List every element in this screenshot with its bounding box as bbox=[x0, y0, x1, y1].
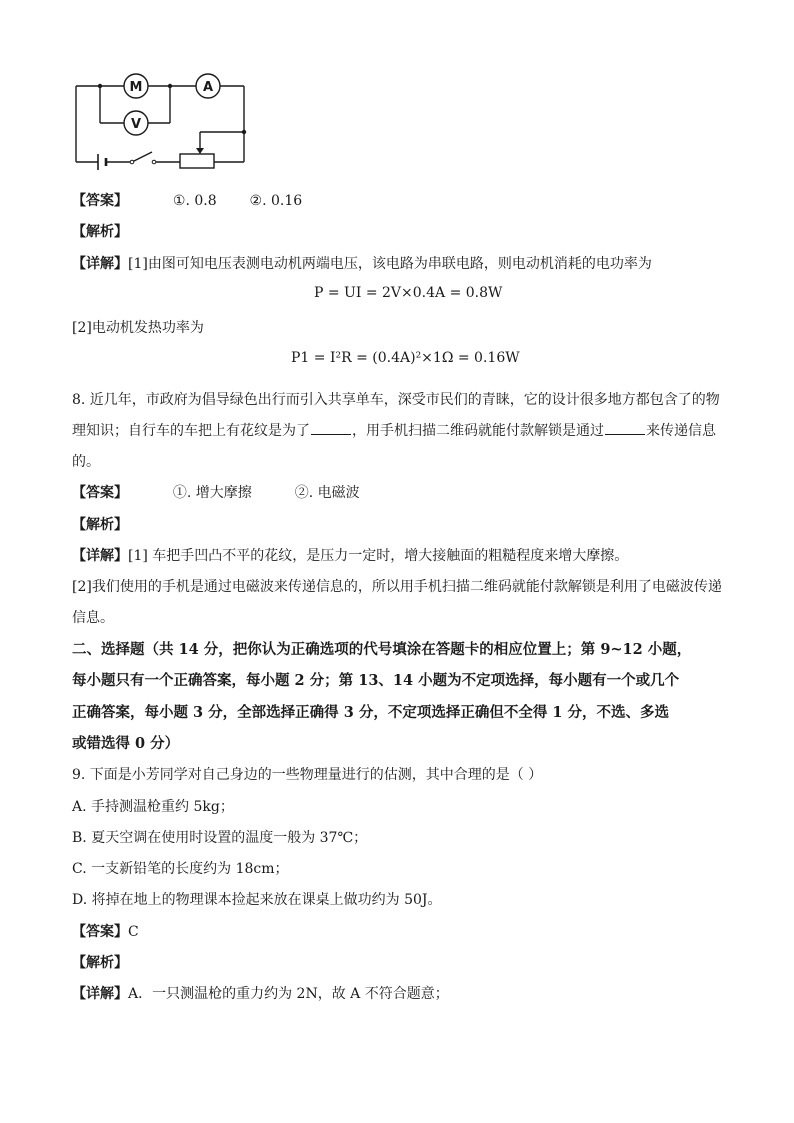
q7-analysis-tag: 【解析】 bbox=[72, 224, 128, 240]
q8-detail-2b: 信息。 bbox=[72, 610, 114, 626]
circuit-diagram bbox=[70, 66, 255, 176]
q8-detail-2a: [2]我们使用的手机是通过电磁波来传递信息的，所以用手机扫描二维码就能付款解锁是利用了电磁波传递 bbox=[72, 579, 722, 595]
answer-tag: 【答案】 bbox=[72, 193, 128, 209]
q7-answer-line bbox=[72, 191, 302, 211]
answer-tag: 【答案】 bbox=[72, 924, 128, 940]
answer-1: . 增大摩擦 bbox=[186, 485, 252, 501]
answer-tag: 【答案】 bbox=[72, 485, 128, 501]
q7-detail-2: [2]电动机发热功率为 bbox=[72, 320, 204, 336]
section2-line-4: 或错选得 0 分） bbox=[72, 735, 180, 752]
answer-blank-2 bbox=[605, 422, 645, 435]
q8-analysis-tag: 【解析】 bbox=[72, 517, 128, 533]
answer-1-marker: ① bbox=[172, 485, 187, 501]
answer-2-marker: ② bbox=[249, 193, 263, 209]
q9-analysis-tag: 【解析】 bbox=[72, 955, 128, 971]
q7-detail-1 bbox=[72, 254, 652, 274]
detail-tag: 【详解】 bbox=[72, 548, 128, 564]
q8-detail-1 bbox=[72, 546, 628, 566]
answer-blank-1 bbox=[311, 422, 351, 435]
q7-formula-2: P1 = I²R = (0.4A)²×1Ω = 0.16W bbox=[291, 350, 520, 366]
answer-2-marker: ② bbox=[294, 485, 309, 501]
q8-stem-2 bbox=[72, 421, 716, 441]
q8-stem-3: 的。 bbox=[72, 454, 100, 470]
section2-line-3: 正确答案，每小题 3 分，全部选择正确得 3 分，不定项选择正确但不全得 1 分，不选、多选 bbox=[72, 704, 670, 721]
q9-option-b: B. 夏天空调在使用时设置的温度一般为 37℃； bbox=[72, 830, 368, 846]
q9-detail-1-text: A．一只测温枪的重力约为 2N，故 A 不符合题意； bbox=[128, 986, 449, 1002]
q8-stem-1: 8. 近几年，市政府为倡导绿色出行而引入共享单车，深受市民们的青睐，它的设计很多地方都包含了的物 bbox=[72, 392, 720, 408]
q8-stem-2a: 理知识；自行车的车把上有花纹是为了 bbox=[72, 423, 310, 439]
detail-tag: 【详解】 bbox=[72, 986, 128, 1002]
detail-tag: 【详解】 bbox=[72, 256, 128, 272]
q7-detail-1-text: [1]由图可知电压表测电动机两端电压，该电路为串联电路，则电动机消耗的电功率为 bbox=[128, 256, 652, 272]
q7-formula-1: P = UI = 2V×0.4A = 0.8W bbox=[314, 285, 503, 301]
q9-stem: 9. 下面是小芳同学对自己身边的一些物理量进行的估测，其中合理的是（ ） bbox=[72, 767, 543, 783]
q9-option-c: C. 一支新铅笔的长度约为 18cm； bbox=[72, 861, 289, 877]
answer-2: . 0.16 bbox=[262, 193, 303, 209]
section2-line-1: 二、选择题（共 14 分，把你认为正确选项的代号填涂在答题卡的相应位置上；第 9~12 小题， bbox=[72, 641, 692, 658]
q8-answer-line bbox=[72, 483, 360, 503]
answer-1: . 0.8 bbox=[185, 193, 217, 209]
section2-line-2: 每小题只有一个正确答案，每小题 2 分；第 13、14 小题为不定项选择，每小题有一个或几个 bbox=[72, 672, 680, 689]
answer-1-marker: ① bbox=[172, 193, 186, 209]
q9-option-d: D. 将掉在地上的物理课本捡起来放在课桌上做功约为 50J。 bbox=[72, 892, 442, 908]
q9-detail-1 bbox=[72, 984, 449, 1004]
answer-2: . 电磁波 bbox=[308, 485, 360, 501]
q9-answer-line bbox=[72, 922, 139, 942]
q8-stem-2b: ，用手机扫描二维码就能付款解锁是通过 bbox=[352, 423, 604, 439]
q8-detail-1-text: [1] 车把手凹凸不平的花纹，是压力一定时，增大接触面的粗糙程度来增大摩擦。 bbox=[128, 548, 629, 564]
answer: C bbox=[128, 924, 139, 940]
motor-label: M bbox=[129, 80, 143, 95]
q9-option-a: A. 手持测温枪重约 5kg； bbox=[72, 799, 234, 815]
q8-stem-2c: 来传递信息 bbox=[646, 423, 716, 439]
voltmeter-label: V bbox=[130, 117, 142, 132]
ammeter-label: A bbox=[202, 80, 214, 95]
